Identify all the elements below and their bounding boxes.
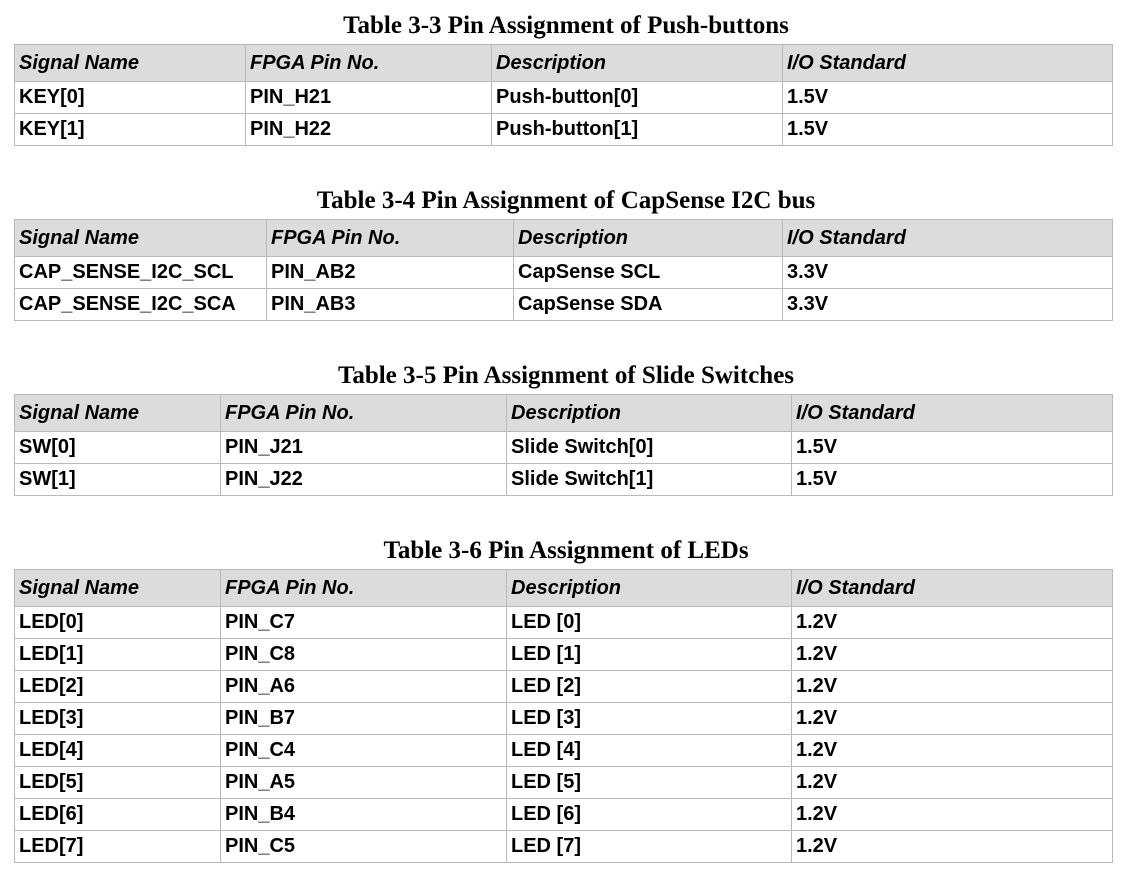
table-row (15, 114, 1113, 146)
table-caption-slide-switches: Table 3-5 Pin Assignment of Slide Switches (337, 362, 795, 389)
cell-signal-name: SW[1] (15, 464, 221, 496)
header-fpga-pin: FPGA Pin No. (221, 570, 507, 607)
header-io-standard: I/O Standard (792, 570, 1113, 607)
table-header-row (15, 395, 1113, 432)
table-row (15, 639, 1113, 671)
cell-signal-name: SW[0] (15, 432, 221, 464)
capsense-table (14, 219, 1113, 321)
header-io-standard: I/O Standard (783, 45, 1113, 82)
cell-description: LED [7] (507, 831, 792, 863)
cell-signal-name: LED[1] (15, 639, 221, 671)
table-row (15, 432, 1113, 464)
cell-description: LED [5] (507, 767, 792, 799)
cell-signal-name: KEY[0] (15, 82, 246, 114)
cell-io-standard: 1.5V (792, 432, 1113, 464)
cell-fpga-pin: PIN_AB2 (267, 257, 514, 289)
cell-signal-name: LED[6] (15, 799, 221, 831)
header-signal-name: Signal Name (15, 395, 221, 432)
cell-fpga-pin: PIN_A5 (221, 767, 507, 799)
header-description: Description (507, 570, 792, 607)
cell-io-standard: 1.2V (792, 639, 1113, 671)
cell-description: LED [0] (507, 607, 792, 639)
cell-io-standard: 1.2V (792, 671, 1113, 703)
cell-signal-name: LED[5] (15, 767, 221, 799)
cell-signal-name: LED[7] (15, 831, 221, 863)
table-row (15, 257, 1113, 289)
cell-io-standard: 1.2V (792, 607, 1113, 639)
table-header-row (15, 220, 1113, 257)
header-description: Description (492, 45, 783, 82)
cell-fpga-pin: PIN_C4 (221, 735, 507, 767)
cell-signal-name: LED[2] (15, 671, 221, 703)
slide-switches-table (14, 394, 1113, 496)
cell-fpga-pin: PIN_C8 (221, 639, 507, 671)
cell-fpga-pin: PIN_B7 (221, 703, 507, 735)
table-caption-leds: Table 3-6 Pin Assignment of LEDs (383, 537, 749, 564)
cell-io-standard: 1.2V (792, 767, 1113, 799)
cell-fpga-pin: PIN_C5 (221, 831, 507, 863)
cell-signal-name: CAP_SENSE_I2C_SCA (15, 289, 267, 321)
cell-io-standard: 3.3V (783, 257, 1113, 289)
header-fpga-pin: FPGA Pin No. (267, 220, 514, 257)
cell-io-standard: 1.5V (783, 114, 1113, 146)
header-io-standard: I/O Standard (783, 220, 1113, 257)
cell-description: LED [1] (507, 639, 792, 671)
table-row (15, 703, 1113, 735)
cell-signal-name: KEY[1] (15, 114, 246, 146)
cell-description: CapSense SDA (514, 289, 783, 321)
cell-fpga-pin: PIN_J22 (221, 464, 507, 496)
push-buttons-table (14, 44, 1113, 146)
cell-fpga-pin: PIN_J21 (221, 432, 507, 464)
cell-signal-name: CAP_SENSE_I2C_SCL (15, 257, 267, 289)
cell-fpga-pin: PIN_A6 (221, 671, 507, 703)
cell-description: Push-button[0] (492, 82, 783, 114)
cell-fpga-pin: PIN_AB3 (267, 289, 514, 321)
cell-description: LED [2] (507, 671, 792, 703)
cell-io-standard: 1.2V (792, 735, 1113, 767)
header-description: Description (514, 220, 783, 257)
table-header-row (15, 45, 1113, 82)
cell-description: Push-button[1] (492, 114, 783, 146)
cell-fpga-pin: PIN_H21 (246, 82, 492, 114)
cell-io-standard: 3.3V (783, 289, 1113, 321)
cell-description: LED [4] (507, 735, 792, 767)
header-description: Description (507, 395, 792, 432)
header-fpga-pin: FPGA Pin No. (221, 395, 507, 432)
leds-table (14, 569, 1113, 863)
table-row (15, 289, 1113, 321)
cell-description: CapSense SCL (514, 257, 783, 289)
table-row (15, 799, 1113, 831)
cell-fpga-pin: PIN_C7 (221, 607, 507, 639)
cell-io-standard: 1.2V (792, 703, 1113, 735)
header-signal-name: Signal Name (15, 45, 246, 82)
table-row (15, 767, 1113, 799)
cell-fpga-pin: PIN_H22 (246, 114, 492, 146)
table-caption-push-buttons: Table 3-3 Pin Assignment of Push-buttons (343, 12, 789, 39)
header-signal-name: Signal Name (15, 570, 221, 607)
table-row (15, 671, 1113, 703)
cell-fpga-pin: PIN_B4 (221, 799, 507, 831)
header-fpga-pin: FPGA Pin No. (246, 45, 492, 82)
cell-description: Slide Switch[1] (507, 464, 792, 496)
table-row (15, 735, 1113, 767)
cell-description: LED [3] (507, 703, 792, 735)
table-row (15, 607, 1113, 639)
header-signal-name: Signal Name (15, 220, 267, 257)
cell-description: Slide Switch[0] (507, 432, 792, 464)
table-row (15, 82, 1113, 114)
header-io-standard: I/O Standard (792, 395, 1113, 432)
cell-signal-name: LED[4] (15, 735, 221, 767)
cell-description: LED [6] (507, 799, 792, 831)
cell-io-standard: 1.2V (792, 799, 1113, 831)
table-row (15, 831, 1113, 863)
cell-io-standard: 1.2V (792, 831, 1113, 863)
table-caption-capsense: Table 3-4 Pin Assignment of CapSense I2C bus (316, 187, 816, 214)
cell-signal-name: LED[3] (15, 703, 221, 735)
cell-io-standard: 1.5V (783, 82, 1113, 114)
table-header-row (15, 570, 1113, 607)
table-row (15, 464, 1113, 496)
cell-signal-name: LED[0] (15, 607, 221, 639)
cell-io-standard: 1.5V (792, 464, 1113, 496)
